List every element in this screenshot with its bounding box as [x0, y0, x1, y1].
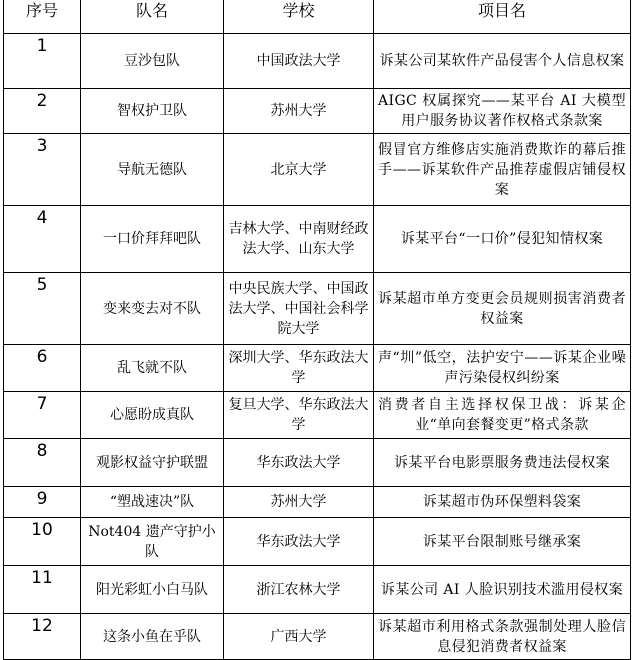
school-name: 华东政法大学	[224, 518, 374, 566]
school-name: 浙江农林大学	[224, 566, 374, 614]
school-name: 吉林大学、中南财经政法大学、山东大学	[224, 206, 374, 273]
school-name: 中国政法大学	[224, 34, 374, 89]
row-number: 11	[4, 566, 81, 614]
table-row	[4, 273, 631, 345]
row-number: 8	[4, 439, 81, 487]
project-name: 诉某平台“一口价”侵犯知情权案	[374, 206, 631, 273]
school-name: 苏州大学	[224, 89, 374, 134]
table-row	[4, 34, 631, 89]
header-row	[4, 0, 631, 34]
school-name: 北京大学	[224, 134, 374, 206]
row-number: 12	[4, 614, 81, 660]
team-name: 阳光彩虹小白马队	[81, 566, 224, 614]
project-name: 诉某公司 AI 人脸识别技术滥用侵权案	[374, 566, 631, 614]
project-name: AIGC 权属探究——某平台 AI 大模型用户服务协议著作权格式条款案	[374, 89, 631, 134]
row-number: 4	[4, 206, 81, 273]
team-name: 智权护卫队	[81, 89, 224, 134]
project-name: 声“圳”低空，法护安宁——诉某企业噪声污染侵权纠纷案	[374, 345, 631, 392]
project-name: 诉某平台限制账号继承案	[374, 518, 631, 566]
project-name: 诉某公司某软件产品侵害个人信息权案	[374, 34, 631, 89]
project-name: 诉某平台电影票服务费违法侵权案	[374, 439, 631, 487]
table-row	[4, 345, 631, 392]
header-num: 序号	[4, 0, 81, 34]
team-name: 一口价拜拜吧队	[81, 206, 224, 273]
row-number: 5	[4, 273, 81, 345]
school-name: 广西大学	[224, 614, 374, 660]
team-name: “塑战速决”队	[81, 487, 224, 518]
table-row	[4, 487, 631, 518]
table-body	[4, 34, 631, 660]
project-name: 诉某超市伪环保塑料袋案	[374, 487, 631, 518]
team-name: 导航无德队	[81, 134, 224, 206]
header-school: 学校	[224, 0, 374, 34]
table-row	[4, 392, 631, 439]
header-project: 项目名	[374, 0, 631, 34]
team-name: 乱飞就不队	[81, 345, 224, 392]
row-number: 1	[4, 34, 81, 89]
team-name: 这条小鱼在乎队	[81, 614, 224, 660]
project-name: 消费者自主选择权保卫战：诉某企业“单向套餐变更”格式条款	[374, 392, 631, 439]
teams-table	[3, 0, 631, 660]
team-name: 观影权益守护联盟	[81, 439, 224, 487]
school-name: 华东政法大学	[224, 439, 374, 487]
table-row	[4, 614, 631, 660]
header-team: 队名	[81, 0, 224, 34]
table-row	[4, 439, 631, 487]
school-name: 深圳大学、华东政法大学	[224, 345, 374, 392]
school-name: 苏州大学	[224, 487, 374, 518]
row-number: 10	[4, 518, 81, 566]
row-number: 2	[4, 89, 81, 134]
project-name: 假冒官方维修店实施消费欺诈的幕后推手——诉某软件产品推荐虚假店铺侵权案	[374, 134, 631, 206]
table-row	[4, 206, 631, 273]
table-row	[4, 566, 631, 614]
row-number: 7	[4, 392, 81, 439]
table-row	[4, 89, 631, 134]
row-number: 6	[4, 345, 81, 392]
team-name: 豆沙包队	[81, 34, 224, 89]
row-number: 3	[4, 134, 81, 206]
table-row	[4, 134, 631, 206]
project-name: 诉某超市单方变更会员规则损害消费者权益案	[374, 273, 631, 345]
team-name: 变来变去对不队	[81, 273, 224, 345]
school-name: 中央民族大学、中国政法大学、中国社会科学院大学	[224, 273, 374, 345]
school-name: 复旦大学、华东政法大学	[224, 392, 374, 439]
table-row	[4, 518, 631, 566]
row-number: 9	[4, 487, 81, 518]
project-name: 诉某超市利用格式条款强制处理人脸信息侵犯消费者权益案	[374, 614, 631, 660]
team-name: Not404 遗产守护小队	[81, 518, 224, 566]
team-name: 心愿盼成真队	[81, 392, 224, 439]
